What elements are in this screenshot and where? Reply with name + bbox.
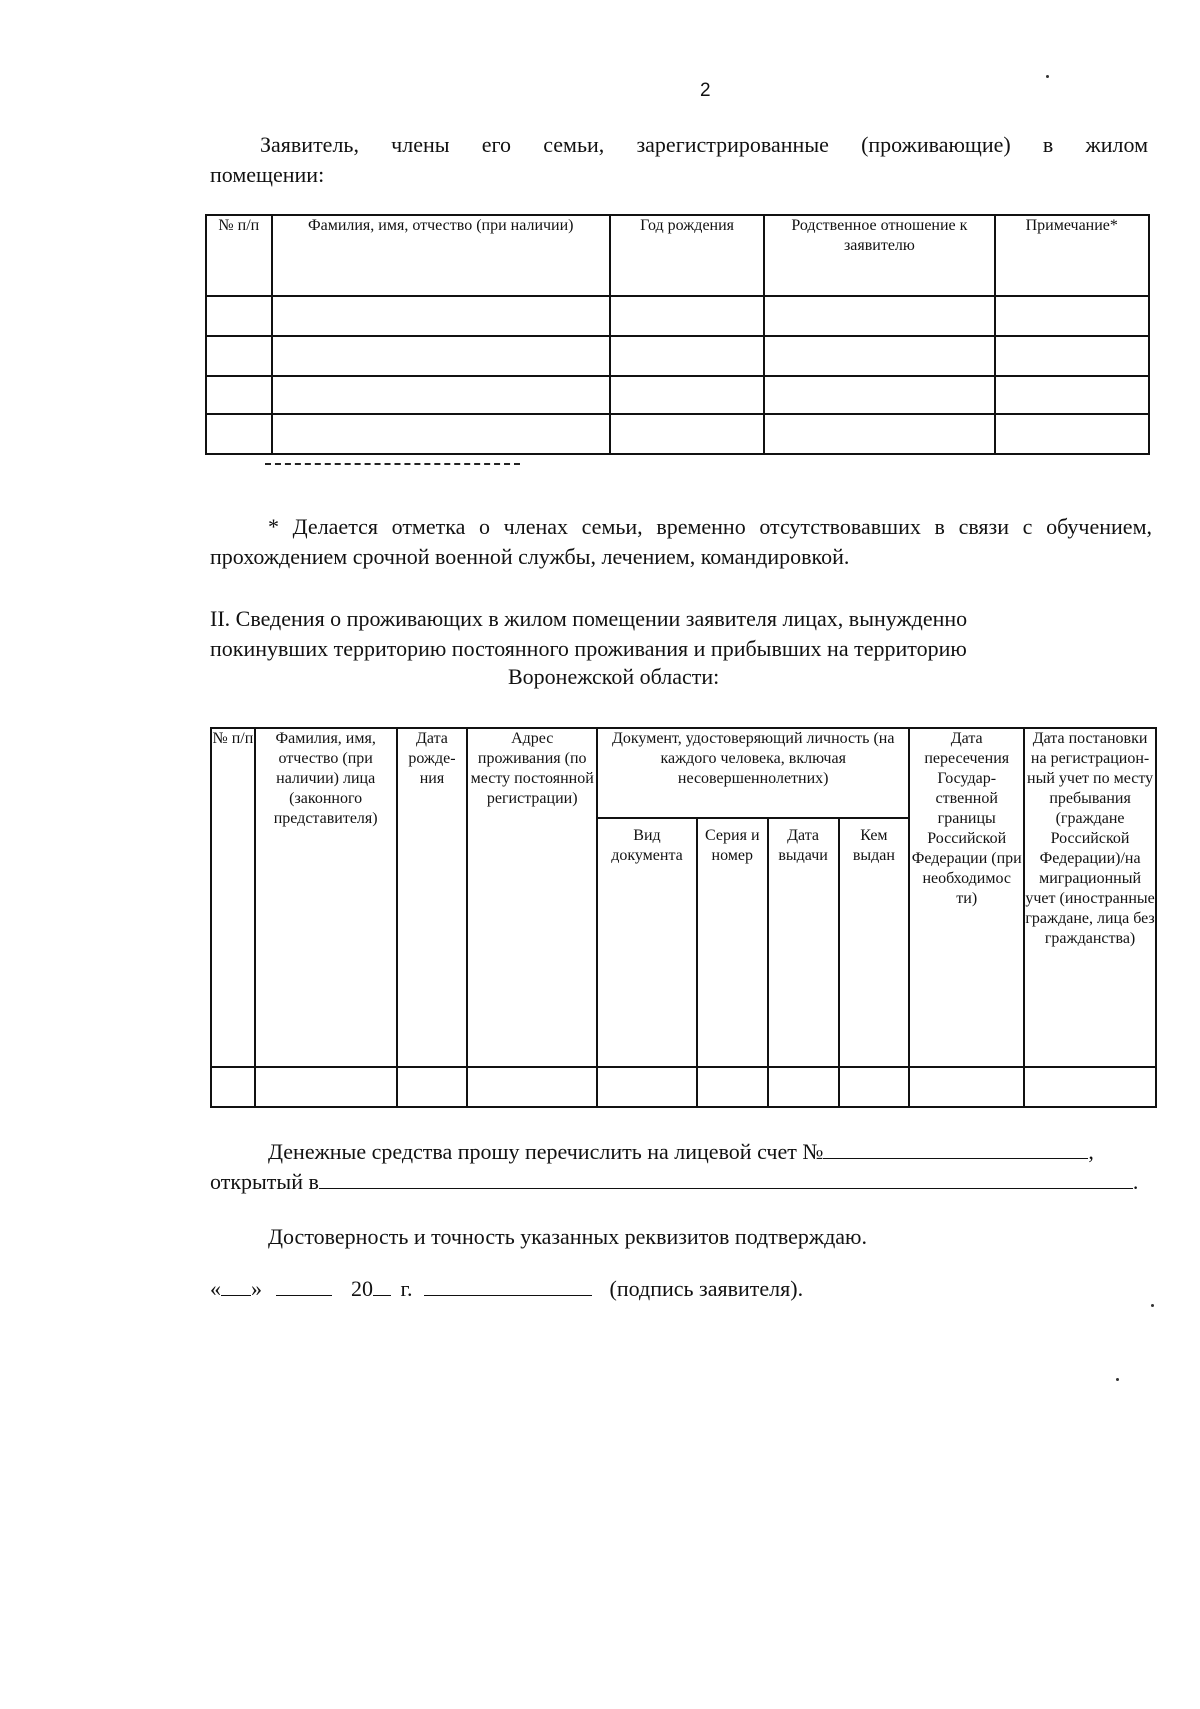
col-header-note: Примечание* (995, 215, 1150, 296)
table-cell[interactable] (995, 414, 1150, 454)
signature-caption: (подпись заявителя). (609, 1276, 804, 1301)
account-number-field[interactable] (823, 1136, 1088, 1159)
bank-name-field[interactable] (319, 1166, 1133, 1189)
col-header-doc-issuer: Кем выдан (839, 818, 910, 1067)
year-prefix: 20 (351, 1276, 373, 1301)
table-cell[interactable] (397, 1067, 468, 1107)
col-header-num: № п/п (211, 728, 255, 1067)
page-number: 2 (700, 80, 711, 101)
table-cell[interactable] (610, 336, 764, 376)
col-header-relationship: Родственное отношение к заявителю (764, 215, 994, 296)
day-field[interactable] (221, 1273, 251, 1296)
scan-speck (1151, 1304, 1154, 1307)
col-header-address: Адрес проживания (по месту постоянной регистрации) (467, 728, 597, 1067)
footnote-line2: прохождением срочной военной службы, лечением, командировкой. (210, 544, 850, 569)
payment-line1-comma: , (1088, 1139, 1094, 1164)
date-quote-close: » (251, 1276, 262, 1301)
table-cell[interactable] (764, 376, 994, 414)
col-header-identity-document: Документ, удостоверяющий личность (на каждого человека, включая несовершеннолетних) (597, 728, 909, 818)
table-row (206, 336, 1149, 376)
footnote-separator (265, 463, 520, 465)
footnote-line1: * Делается отметка о членах семьи, временно отсутствовавших в связи с обучением, (268, 514, 1152, 539)
col-header-registration-date: Дата постановки на регистрацион-ный учет по месту пребывания (граждане Российской Федерации)/на миграционный учет (иностранные граждане, лица без гражданства) (1024, 728, 1156, 1067)
table-cell[interactable] (610, 296, 764, 336)
table-cell[interactable] (995, 376, 1150, 414)
col-header-doc-type: Вид документа (597, 818, 697, 1067)
table-cell[interactable] (839, 1067, 910, 1107)
col-header-fullname: Фамилия, имя, отчество (при наличии) (272, 215, 610, 296)
table-cell[interactable] (610, 376, 764, 414)
section2-title-line2: покинувших территорию постоянного проживания и прибывших на территорию (210, 636, 967, 661)
signature-line (210, 1273, 803, 1304)
table-row (206, 414, 1149, 454)
table-cell[interactable] (764, 336, 994, 376)
date-quote-open: « (210, 1276, 221, 1301)
table-cell[interactable] (211, 1067, 255, 1107)
table-cell[interactable] (272, 414, 610, 454)
table-cell[interactable] (764, 414, 994, 454)
table-cell[interactable] (206, 414, 272, 454)
table-cell[interactable] (597, 1067, 697, 1107)
col-header-doc-series: Серия и номер (697, 818, 768, 1067)
table-cell[interactable] (697, 1067, 768, 1107)
year-suffix: г. (400, 1276, 413, 1301)
scan-speck (1116, 1378, 1119, 1381)
table-cell[interactable] (1024, 1067, 1156, 1107)
year-field[interactable] (373, 1273, 391, 1296)
family-members-table (205, 214, 1150, 455)
displaced-persons-table (210, 727, 1157, 1108)
payment-line2-period: . (1132, 1169, 1139, 1194)
table-cell[interactable] (467, 1067, 597, 1107)
table-row (206, 296, 1149, 336)
table-header-row (206, 215, 1149, 296)
section1-intro-line2: помещении: (210, 162, 325, 187)
section2-title-line1: II. Сведения о проживающих в жилом помещении заявителя лицах, вынужденно (210, 606, 968, 631)
confirmation-text: Достоверность и точность указанных реквизитов подтверждаю. (268, 1224, 867, 1249)
table-cell[interactable] (206, 336, 272, 376)
col-header-border-crossing-date: Дата пересечения Государ-ственной границы Российской Федерации (при необходимос ти) (909, 728, 1024, 1067)
month-field[interactable] (276, 1273, 332, 1296)
table-cell[interactable] (995, 336, 1150, 376)
table-cell[interactable] (909, 1067, 1024, 1107)
payment-line1 (268, 1136, 1094, 1167)
payment-bank-label: открытый в (210, 1169, 319, 1194)
table-row (206, 376, 1149, 414)
table-cell[interactable] (764, 296, 994, 336)
table-cell[interactable] (206, 296, 272, 336)
table-cell[interactable] (255, 1067, 397, 1107)
payment-line2 (210, 1166, 1138, 1197)
col-header-doc-date: Дата выдачи (768, 818, 839, 1067)
signature-field[interactable] (424, 1273, 592, 1296)
table-cell[interactable] (272, 296, 610, 336)
table-cell[interactable] (272, 376, 610, 414)
table-cell[interactable] (610, 414, 764, 454)
table-cell[interactable] (995, 296, 1150, 336)
col-header-birth-date: Дата рожде-ния (397, 728, 468, 1067)
table-header-row (211, 728, 1156, 818)
col-header-num: № п/п (206, 215, 272, 296)
scan-speck (1046, 75, 1049, 78)
col-header-fullname: Фамилия, имя, отчество (при наличии) лица (законного представителя) (255, 728, 397, 1067)
section2-title-line3: Воронежской области: (508, 664, 720, 689)
table-cell[interactable] (206, 376, 272, 414)
col-header-birth-year: Год рождения (610, 215, 764, 296)
payment-account-label: Денежные средства прошу перечислить на лицевой счет № (268, 1139, 824, 1164)
section1-intro-line1: Заявитель, члены его семьи, зарегистрированные (проживающие) в жилом (260, 132, 1148, 157)
table-cell[interactable] (768, 1067, 839, 1107)
table-row (211, 1067, 1156, 1107)
table-cell[interactable] (272, 336, 610, 376)
